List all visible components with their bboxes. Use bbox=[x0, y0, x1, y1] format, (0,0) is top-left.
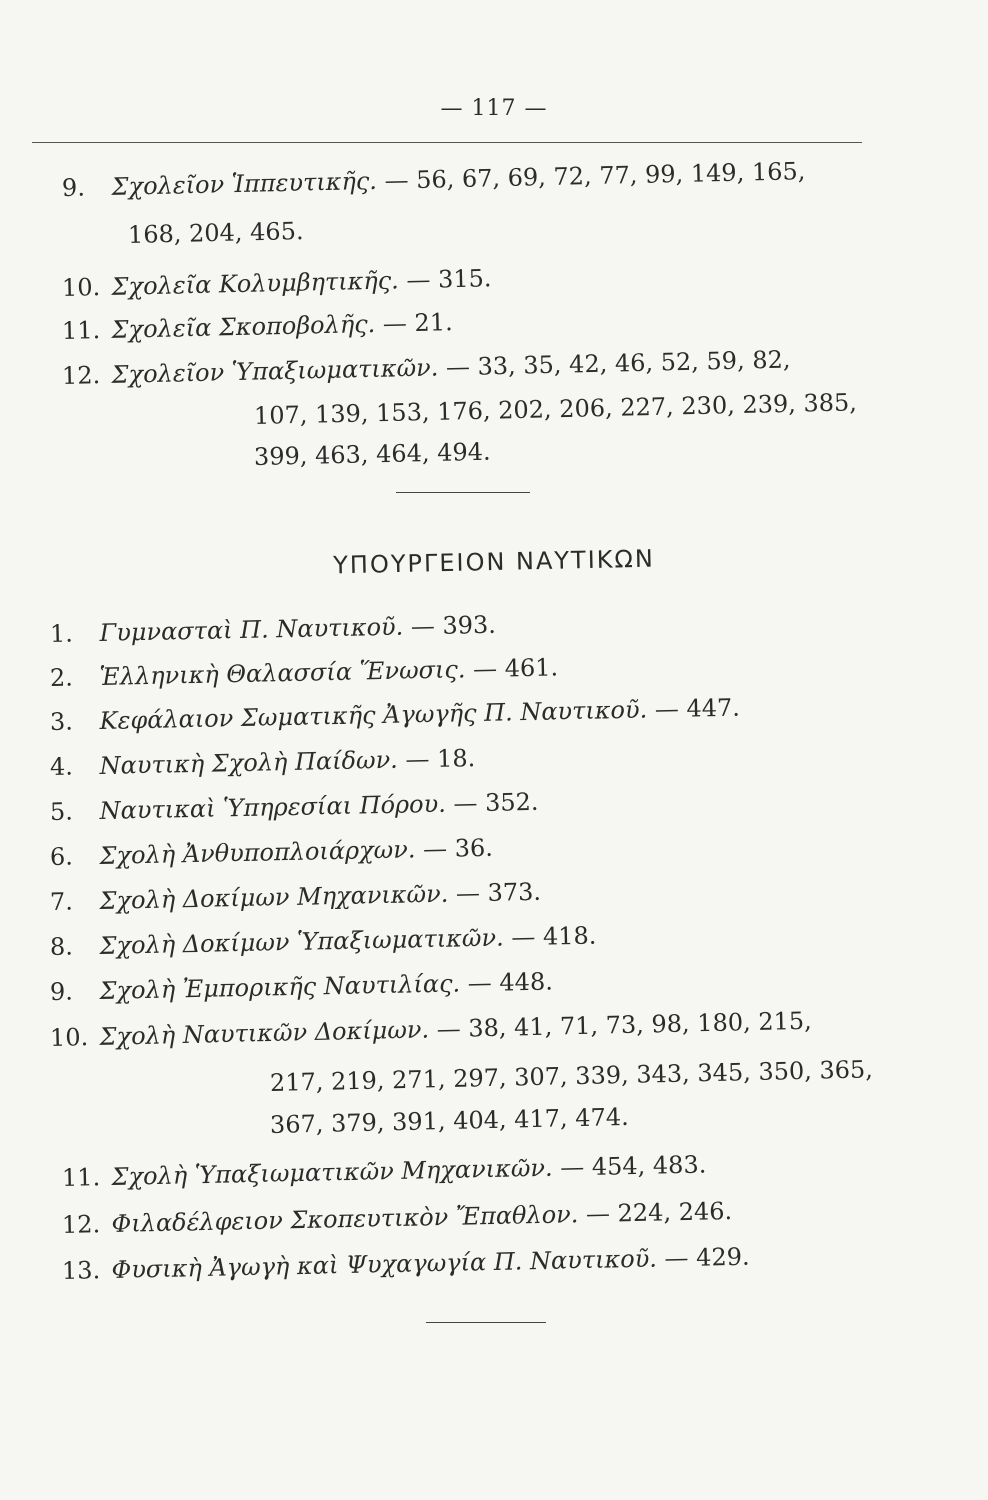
entry-pages: — 352. bbox=[453, 787, 539, 818]
entry-title: Σχολὴ Δοκίμων Μηχανικῶν. bbox=[99, 879, 449, 915]
entry-title: Σχολὴ Ἐμπορικῆς Ναυτιλίας. bbox=[99, 969, 461, 1005]
entry-pages: — 373. bbox=[455, 877, 542, 908]
entry-title: Σχολὴ Ναυτικῶν Δοκίμων. bbox=[99, 1015, 430, 1051]
entry-number: 4. bbox=[49, 752, 74, 781]
entry-title: Ναυτικαὶ Ὑπηρεσίαι Πόρου. bbox=[99, 789, 447, 825]
entry-number: 11. bbox=[61, 316, 101, 345]
entry-title: Σχολεῖα Κολυμβητικῆς. bbox=[111, 266, 400, 301]
entry-pages: — 418. bbox=[510, 921, 597, 952]
entry-title: Γυμνασταὶ Π. Ναυτικοῦ. bbox=[99, 612, 404, 647]
entry-number: 7. bbox=[49, 887, 74, 916]
entry-title: Ναυτικὴ Σχολὴ Παίδων. bbox=[99, 745, 399, 780]
entry-title: Φυσικὴ Ἀγωγὴ καὶ Ψυχαγωγία Π. Ναυτικοῦ. bbox=[111, 1244, 658, 1284]
entry-number: 5. bbox=[49, 797, 74, 826]
index-entry bbox=[50, 738, 476, 787]
entry-pages: — 315. bbox=[406, 264, 492, 295]
section-divider bbox=[426, 1322, 546, 1323]
index-entry bbox=[50, 605, 497, 654]
entry-pages: — 429. bbox=[664, 1242, 750, 1273]
entry-pages: — 224, 246. bbox=[585, 1196, 733, 1229]
entry-title: Σχολεῖον Ἱππευτικῆς. bbox=[111, 166, 378, 201]
section-heading: ΥΠΟΥΡΓΕΙΟΝ ΝΑΥΤΙΚΩΝ bbox=[332, 544, 656, 580]
entry-pages: — 36. bbox=[422, 833, 494, 864]
entry-number: 12. bbox=[61, 361, 101, 390]
section-divider bbox=[396, 492, 530, 493]
index-entry bbox=[50, 782, 539, 832]
entry-title: Σχολὴ Ὑπαξιωματικῶν Μηχανικῶν. bbox=[111, 1153, 553, 1191]
index-entry bbox=[50, 961, 554, 1012]
entry-number: 13. bbox=[61, 1256, 101, 1285]
index-entry bbox=[62, 151, 806, 208]
entry-number: 11. bbox=[61, 1163, 101, 1192]
entry-pages: — 18. bbox=[405, 744, 476, 774]
entry-pages: — 454, 483. bbox=[559, 1150, 707, 1182]
entry-pages: — 56, 67, 69, 72, 77, 99, 149, 165, bbox=[384, 157, 806, 195]
entry-pages: — 393. bbox=[410, 610, 497, 641]
entry-number: 3. bbox=[49, 707, 74, 736]
index-entry bbox=[50, 872, 542, 922]
entry-pages: — 448. bbox=[467, 967, 554, 998]
entry-pages-continued: 217, 219, 271, 297, 307, 339, 343, 345, 350, 365, bbox=[269, 1055, 874, 1097]
index-entry bbox=[50, 828, 494, 877]
entry-number: 6. bbox=[49, 842, 74, 871]
entry-title: Φιλαδέλφειον Σκοπευτικὸν Ἔπαθλον. bbox=[111, 1200, 579, 1238]
entry-number: 9. bbox=[61, 173, 86, 202]
entry-pages: — 21. bbox=[382, 308, 453, 338]
entry-pages: — 447. bbox=[654, 693, 741, 724]
entry-number: 1. bbox=[49, 619, 74, 648]
entry-title: Σχολεῖα Σκοποβολῆς. bbox=[111, 309, 376, 344]
entry-pages: — 461. bbox=[472, 653, 559, 684]
entry-number: 9. bbox=[49, 977, 74, 1006]
index-entry bbox=[62, 1145, 707, 1198]
entry-number: 10. bbox=[49, 1023, 89, 1052]
entry-pages-continued: 399, 463, 464, 494. bbox=[253, 437, 491, 471]
index-entry bbox=[50, 647, 559, 698]
entry-title: Σχολὴ Ἀνθυποπλοιάρχων. bbox=[99, 835, 416, 870]
entry-title: Σχολεῖον Ὑπαξιωματικῶν. bbox=[111, 353, 439, 389]
entry-number: 8. bbox=[49, 932, 74, 961]
index-entry bbox=[62, 1191, 733, 1245]
index-entry bbox=[50, 916, 597, 967]
entry-title: Σχολὴ Δοκίμων Ὑπαξιωματικῶν. bbox=[99, 923, 504, 960]
entry-pages-continued: 367, 379, 391, 404, 417, 474. bbox=[269, 1102, 630, 1139]
entry-number: 10. bbox=[61, 273, 101, 302]
index-entry bbox=[62, 1237, 750, 1291]
entry-pages-continued: 107, 139, 153, 176, 202, 206, 227, 230, 239, 385, bbox=[253, 388, 858, 430]
entry-number: 12. bbox=[61, 1210, 101, 1239]
entry-title: Κεφάλαιον Σωματικῆς Ἀγωγῆς Π. Ναυτικοῦ. bbox=[99, 695, 648, 735]
header-rule bbox=[32, 142, 862, 143]
page-number: — 117 — bbox=[440, 96, 548, 121]
entry-pages: — 33, 35, 42, 46, 52, 59, 82, bbox=[445, 345, 791, 382]
entry-pages: — 38, 41, 71, 73, 98, 180, 215, bbox=[436, 1006, 813, 1044]
index-entry bbox=[62, 302, 454, 351]
entry-number: 2. bbox=[49, 663, 74, 692]
entry-title: Ἑλληνικὴ Θαλασσία Ἕνωσις. bbox=[99, 655, 466, 691]
entry-pages-continued: 168, 204, 465. bbox=[127, 217, 304, 249]
index-entry bbox=[62, 258, 492, 308]
